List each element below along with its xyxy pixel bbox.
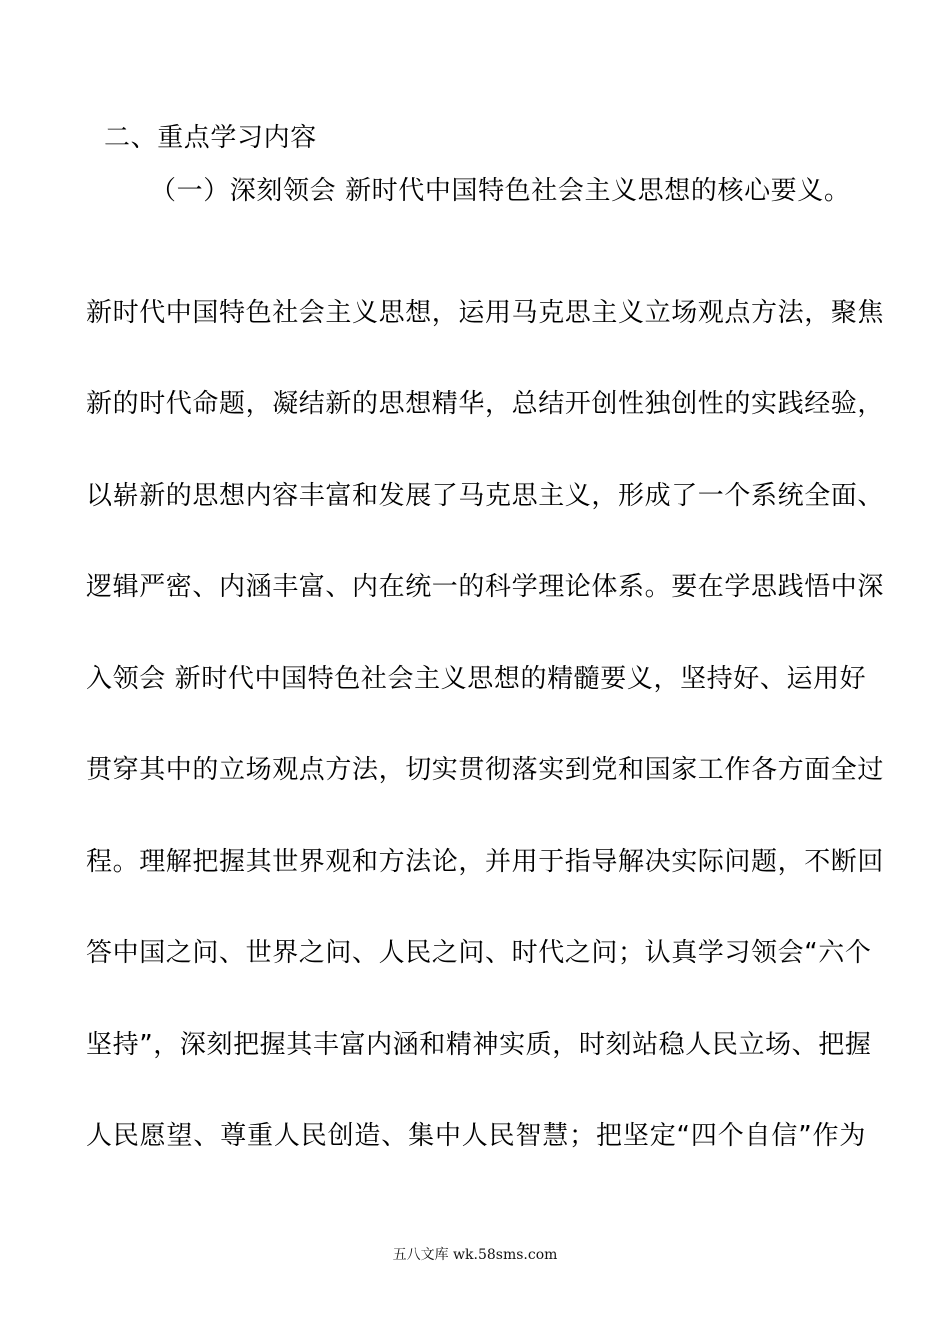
- body-line: 人民愿望、尊重人民创造、集中人民智慧；把坚定“四个自信”作为: [86, 1121, 866, 1151]
- body-line: 程。理解把握其世界观和方法论，并用于指导解决实际问题，不断回: [86, 847, 885, 877]
- body-line: 新的时代命题，凝结新的思想精华，总结开创性独创性的实践经验，: [86, 389, 885, 419]
- body-line: 入领会 新时代中国特色社会主义思想的精髓要义，坚持好、运用好: [86, 664, 867, 694]
- body-line: 以崭新的思想内容丰富和发展了马克思主义，形成了一个系统全面、: [86, 481, 885, 511]
- body-line: 答中国之问、世界之问、人民之问、时代之问；认真学习领会“六个: [86, 938, 872, 968]
- body-line: 逻辑严密、内涵丰富、内在统一的科学理论体系。要在学思践悟中深: [86, 572, 885, 602]
- section-heading: 二、重点学习内容: [104, 123, 317, 153]
- subsection-heading: （一）深刻领会 新时代中国特色社会主义思想的核心要义。: [150, 176, 851, 206]
- body-line: 贯穿其中的立场观点方法，切实贯彻落实到党和国家工作各方面全过: [86, 755, 885, 785]
- footer-watermark: 五八文库 wk.58sms.com: [392, 1247, 558, 1263]
- body-line: 新时代中国特色社会主义思想，运用马克思主义立场观点方法，聚焦: [86, 298, 885, 328]
- body-line: 坚持”，深刻把握其丰富内涵和精神实质，时刻站稳人民立场、把握: [86, 1030, 872, 1060]
